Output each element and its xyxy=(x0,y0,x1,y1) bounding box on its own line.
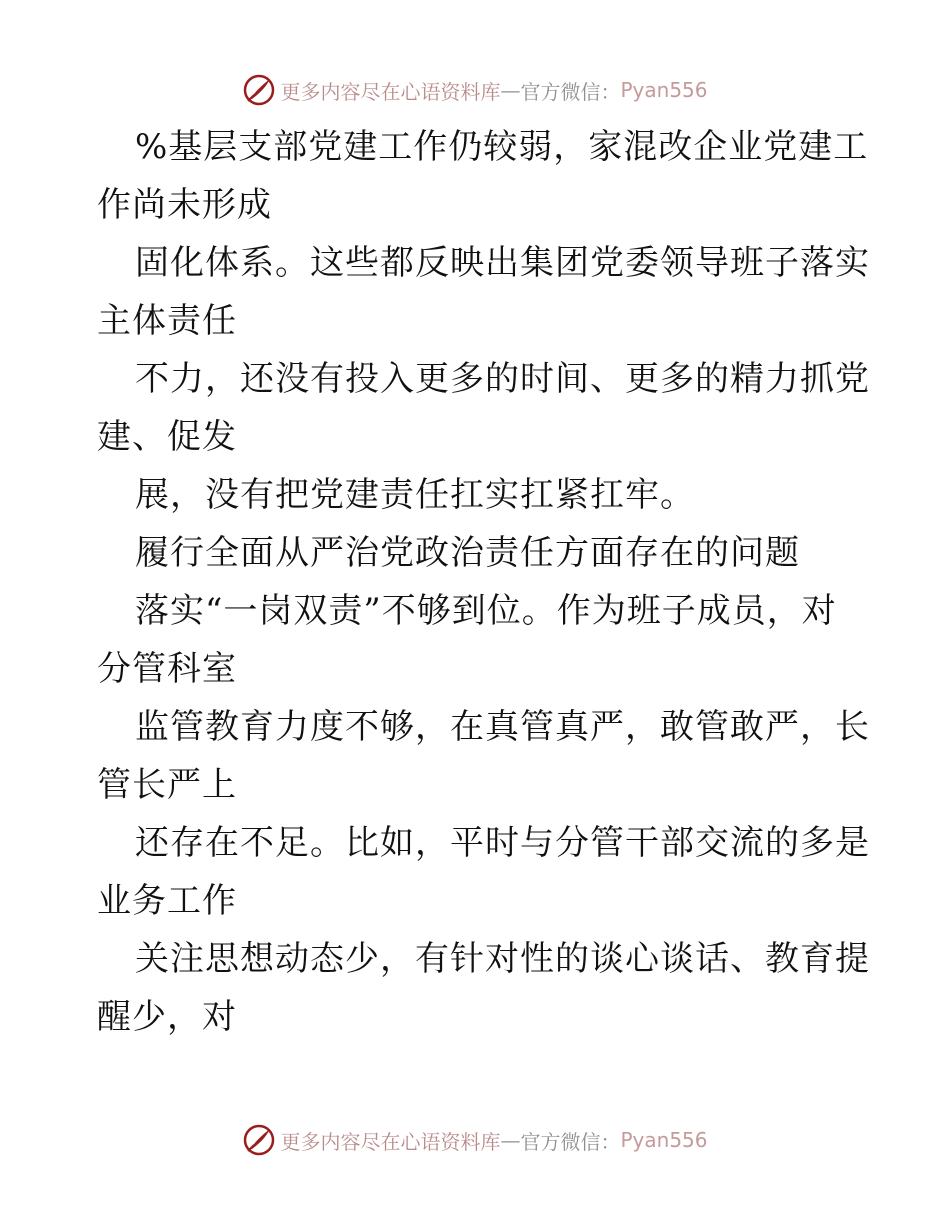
text-line: 醒少，对 xyxy=(97,997,237,1037)
text-line: 落实“一岗双责”不够到位。作为班子成员，对 xyxy=(135,591,837,631)
text-line: 主体责任 xyxy=(97,301,237,341)
text-line: 管长严上 xyxy=(97,765,237,805)
text-line: 关注思想动态少，有针对性的谈心谈话、教育提 xyxy=(135,939,870,979)
text-line: 固化体系。这些都反映出集团党委领导班子落实 xyxy=(135,243,870,283)
watermark-wechat-handle: Pyan556 xyxy=(620,78,708,102)
text-line: 监管教育力度不够，在真管真严，敢管敢严，长 xyxy=(135,707,870,747)
section-heading: 履行全面从严治党政治责任方面存在的问题 xyxy=(135,533,800,573)
text-line: 业务工作 xyxy=(97,881,237,921)
footer-watermark xyxy=(0,1120,950,1160)
watermark-wechat-handle: Pyan556 xyxy=(620,1128,708,1152)
watermark-site-text: 更多内容尽在心语资料库 xyxy=(280,1129,501,1154)
feather-pen-logo-icon xyxy=(242,73,276,107)
text-line: 建、促发 xyxy=(97,417,237,457)
watermark-separator: — xyxy=(500,78,521,102)
document-body xyxy=(97,118,870,1046)
header-watermark xyxy=(0,70,950,110)
text-line: 不力，还没有投入更多的时间、更多的精力抓党 xyxy=(135,359,870,399)
text-line: 展，没有把党建责任扛实扛紧扛牢。 xyxy=(135,475,695,515)
watermark-separator: — xyxy=(500,1128,521,1152)
text-line: 还存在不足。比如，平时与分管干部交流的多是 xyxy=(135,823,870,863)
text-line: 分管科室 xyxy=(97,649,237,689)
text-line: %基层支部党建工作仍较弱，家混改企业党建工 xyxy=(135,127,869,167)
feather-pen-logo-icon xyxy=(242,1123,276,1157)
watermark-wechat-label: 官方微信： xyxy=(520,79,621,104)
watermark-site-text: 更多内容尽在心语资料库 xyxy=(280,79,501,104)
watermark-wechat-label: 官方微信： xyxy=(520,1129,621,1154)
text-line: 作尚未形成 xyxy=(97,185,272,225)
